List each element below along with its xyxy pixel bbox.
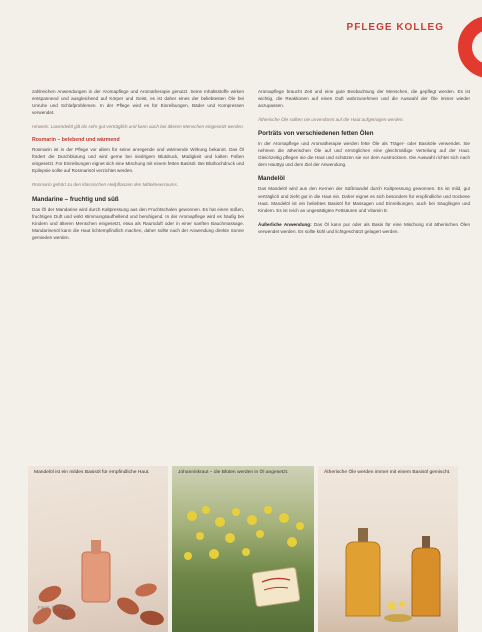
photo-credit: Fotos: © Pflege [38, 605, 70, 610]
photo-caption-flowers: Johanniskraut – die Blüten werden in Öl angesetzt. [178, 470, 289, 475]
rosmarin-text: Rosmarin ist in der Pflege vor allem für seine anregende und wärmende Wirkung bekannt. Das Öl fördert die Durchblutung und wird gerne bei niedrigem Blutdruck, Müdigkeit und kalten Füßen eingesetzt. Für Einreibungen eignet sich eine Mischung mit einem fetten Basisöl. Bei Bluthochdruck und Epilepsie sollte auf Rosmarinöl verzichtet werden. [32, 147, 244, 174]
usage-label: Äußerliche Anwendung: [258, 221, 312, 227]
photo-caption-oils: Ätherische Öle werden immer mit einem Basisöl gemischt. [324, 470, 451, 475]
mandarine-heading: Mandarine – fruchtig und süß [32, 195, 119, 203]
mandarine-text: Das Öl der Mandarine wird durch Kaltpressung aus den Fruchtschalen gewonnen. Es hat einen süßen, fruchtigen Duft und wirkt stimmungsaufhellend und beruhigend. In der Aromapflege wird es häufig bei Kindern und älteren Menschen eingesetzt, etwa als Raumduft oder in einer sanften Bauchmassage. Mandarinenöl kann die Haut lichtempfindlich machen, daher sollte nach der Anwendung direkte Sonne gemieden werden. [32, 206, 244, 240]
mandelol-heading: Mandelöl [258, 175, 285, 183]
photo-strip [28, 466, 458, 632]
photo-caption-almonds: Mandelöl ist ein mildes Basisöl für empfindliche Haut. [34, 470, 150, 475]
portrait-text: In der Aromapflege und Aromatherapie werden fette Öle als Träger- oder Basisöle verwendet. Sie nehmen die ätherischen Öle auf und ermöglichen eine gleichmäßige Verteilung auf der Haut. Gleichzeitig pflegen sie die Haut und schützen sie vor dem Austrocknen. Die Auswahl richtet sich nach dem Hauttyp und dem Ziel der Anwendung. [258, 141, 470, 168]
left-intro-caption: Hinweis: Lavendelöl gilt als sehr gut verträglich und kann auch bei älteren Menschen eingesetzt werden. [32, 124, 244, 130]
rosmarin-heading: Rosmarin – belebend und wärmend [32, 137, 120, 144]
portrait-heading: Porträts von verschiedenen fetten Ölen [258, 130, 374, 138]
flower-photo [172, 466, 314, 632]
page-number: 50 [62, 616, 68, 622]
rosmarin-caption: Rosmarin gehört zu den klassischen Heilpflanzen des Mittelmeerraums. [32, 182, 179, 188]
left-column [32, 88, 244, 248]
section-title: PFLEGE KOLLEG [346, 22, 444, 33]
usage-paragraph [258, 221, 470, 235]
right-intro-caption: Ätherische Öle sollten nie unverdünnt auf die Haut aufgetragen werden. [258, 117, 404, 123]
mandelol-text: Das Mandelöl wird aus den Kernen der Süßmandel durch Kaltpressung gewonnen. Es ist mild, gut verträglich und zieht gut in die Haut ein. Daher eignet es sich besonders für empfindliche und trockene Haut. Mandelöl ist ein beliebtes Basisöl für Massagen und Einreibungen, auch bei Säuglingen und Kindern. Es ist reich an ungesättigten Fettsäuren und Vitamin E. [258, 186, 470, 213]
oil-bottle-photo [318, 466, 458, 632]
red-ring-logo-icon [458, 16, 482, 78]
yellow-flowers-icon [172, 466, 314, 632]
right-column [258, 88, 470, 242]
usage-text: Das Öl kann pur oder als Basis für eine Mischung mit ätherischen Ölen verwendet werden. Es sollte kühl und lichtgeschützt gelagert werden. [258, 221, 470, 234]
left-intro-text: zahlreichen Anwendungen in der Aromapflege und Aromatherapie genutzt. Seine Inhaltsstoffe wirken entspannend und ausgleichend auf Körper und Geist, es ist daher eines der beliebtesten Öle bei Unruhe und Schlafproblemen. In der Pflege wird es für Einreibungen, Bäder und Kompressen verwendet. [32, 89, 244, 116]
right-intro-text: Aromapflege braucht Zeit und eine gute Beobachtung der Menschen, die gepflegt werden. Es ist wichtig, die Reaktionen auf einen Duft wahrzunehmen und die Auswahl der Öle immer wieder anzupassen. [258, 89, 470, 109]
oil-bottles-icon [318, 466, 458, 632]
